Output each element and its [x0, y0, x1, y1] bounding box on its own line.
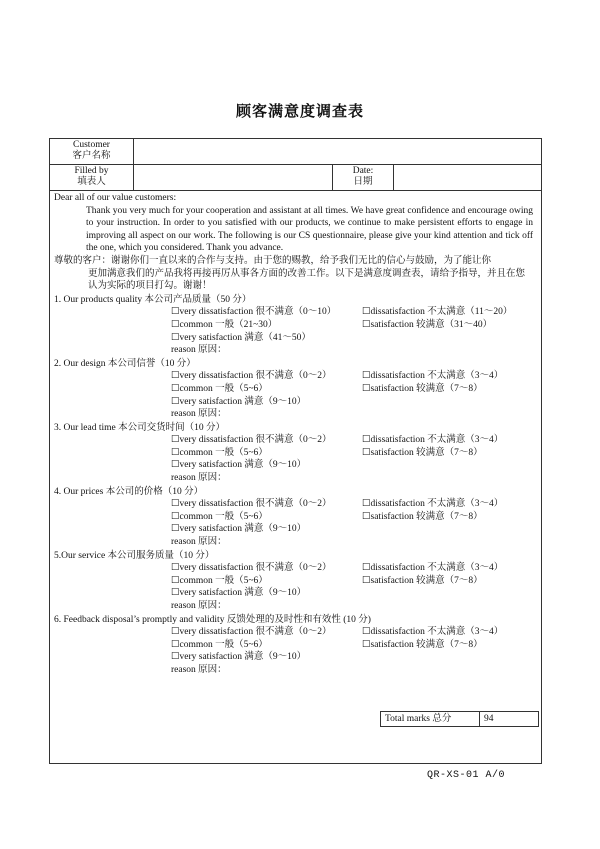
survey-body	[54, 192, 537, 677]
option-dissatisfaction[interactable]: ☐dissatisfaction 不太满意（11～20）	[362, 307, 513, 318]
question	[54, 294, 537, 357]
reason-field[interactable]: reason 原因：	[171, 664, 227, 675]
question-title: 1. Our products quality 本公司产品质量（50 分）	[54, 294, 252, 305]
option-very-satisfaction[interactable]: ☐very satisfaction 满意（41～50）	[171, 332, 311, 343]
filled-by-field[interactable]	[134, 165, 332, 189]
greeting-en: Dear all of our value customers:	[54, 193, 177, 203]
row-divider	[50, 190, 541, 191]
question-title: 5.Our service 本公司服务质量（10 分）	[54, 550, 215, 561]
survey-form	[49, 138, 542, 764]
option-very-dissatisfaction[interactable]: ☐very dissatisfaction 很不满意（0～10）	[171, 307, 337, 318]
filled-by-label: Filled by 填表人	[74, 166, 109, 187]
option-common[interactable]: ☐common 一般（5~6）	[171, 447, 268, 458]
option-very-satisfaction[interactable]: ☐very satisfaction 满意（9～10）	[171, 460, 307, 471]
option-satisfaction[interactable]: ☐satisfaction 较满意（7～8）	[362, 575, 483, 586]
total-marks-box	[380, 711, 539, 727]
option-satisfaction[interactable]: ☐satisfaction 较满意（7～8）	[362, 639, 483, 650]
option-very-satisfaction[interactable]: ☐very satisfaction 满意（9～10）	[171, 588, 307, 599]
reason-field[interactable]: reason 原因：	[171, 601, 227, 611]
option-dissatisfaction[interactable]: ☐dissatisfaction 不太满意（3～4）	[362, 627, 504, 638]
total-marks-value[interactable]: 94	[484, 714, 494, 724]
option-satisfaction[interactable]: ☐satisfaction 较满意（7～8）	[362, 511, 483, 522]
date-field[interactable]	[394, 165, 539, 189]
form-title: 顾客满意度调查表	[235, 104, 364, 120]
question	[54, 422, 537, 485]
question	[54, 550, 537, 613]
form-code: QR-XS-01 A/0	[427, 770, 506, 781]
option-common[interactable]: ☐common 一般（5~6）	[171, 383, 268, 394]
reason-field[interactable]: reason 原因：	[171, 473, 227, 484]
option-very-dissatisfaction[interactable]: ☐very dissatisfaction 很不满意（0～2）	[171, 499, 332, 510]
option-very-dissatisfaction[interactable]: ☐very dissatisfaction 很不满意（0～2）	[171, 435, 332, 446]
customer-field[interactable]	[134, 140, 539, 163]
option-dissatisfaction[interactable]: ☐dissatisfaction 不太满意（3～4）	[362, 371, 504, 382]
option-dissatisfaction[interactable]: ☐dissatisfaction 不太满意（3～4）	[362, 563, 504, 574]
option-satisfaction[interactable]: ☐satisfaction 较满意（7～8）	[362, 383, 483, 394]
date-label: Date: 日期	[352, 166, 374, 187]
question-title: 4. Our prices 本公司的价格（10 分）	[54, 486, 204, 497]
option-satisfaction[interactable]: ☐satisfaction 较满意（31～40）	[362, 319, 493, 330]
reason-field[interactable]: reason 原因：	[171, 409, 227, 420]
option-common[interactable]: ☐common 一般（5~6）	[171, 575, 268, 586]
option-common[interactable]: ☐common 一般（21~30）	[171, 319, 278, 330]
option-very-dissatisfaction[interactable]: ☐very dissatisfaction 很不满意（0～2）	[171, 371, 332, 382]
greeting-zh: 尊敬的客户：谢谢你们一直以来的合作与支持。由于您的赐教，给予我们无比的信心与鼓励，为了能让你	[54, 255, 492, 266]
customer-label: Customer 客户名称	[72, 140, 111, 161]
question	[54, 614, 537, 677]
question	[54, 358, 537, 421]
option-very-dissatisfaction[interactable]: ☐very dissatisfaction 很不满意（0～2）	[171, 563, 332, 574]
option-very-dissatisfaction[interactable]: ☐very dissatisfaction 很不满意（0～2）	[171, 627, 332, 638]
reason-field[interactable]: reason 原因：	[171, 345, 227, 356]
intro-zh: 更加满意我们的产品我将再接再厉从事各方面的改善工作。以下是满意度调查表，请给予指导，并且在您认为实际的项目打勾。谢谢！	[88, 268, 526, 292]
intro-en: Thank you very much for your cooperation and assistant at all times. We have great confidence and encourage owing to your instruction. In order to you satisfied with our products, we continue to make persistent efforts to engage in improving all aspect on our work. The following is our CS questionnaire, please give your kind attention and tick off the one, which you considered. Thank you advance.	[86, 205, 533, 254]
option-common[interactable]: ☐common 一般（5~6）	[171, 511, 268, 522]
option-very-satisfaction[interactable]: ☐very satisfaction 满意（9～10）	[171, 524, 307, 535]
option-dissatisfaction[interactable]: ☐dissatisfaction 不太满意（3～4）	[362, 499, 504, 510]
question-title: 2. Our design 本公司信誉（10 分）	[54, 358, 196, 369]
total-marks-label: Total marks 总分	[381, 712, 480, 726]
option-very-satisfaction[interactable]: ☐very satisfaction 满意（9～10）	[171, 652, 307, 663]
question	[54, 486, 537, 549]
option-very-satisfaction[interactable]: ☐very satisfaction 满意（9～10）	[171, 396, 307, 407]
option-satisfaction[interactable]: ☐satisfaction 较满意（7～8）	[362, 447, 483, 458]
reason-field[interactable]: reason 原因：	[171, 537, 227, 548]
option-common[interactable]: ☐common 一般（5~6）	[171, 639, 268, 650]
question-title: 6. Feedback disposal’s promptly and validity 反馈处理的及时性和有效性 (10 分)	[54, 614, 371, 625]
question-title: 3. Our lead time 本公司交货时间（10 分）	[54, 422, 225, 433]
option-dissatisfaction[interactable]: ☐dissatisfaction 不太满意（3～4）	[362, 435, 504, 446]
